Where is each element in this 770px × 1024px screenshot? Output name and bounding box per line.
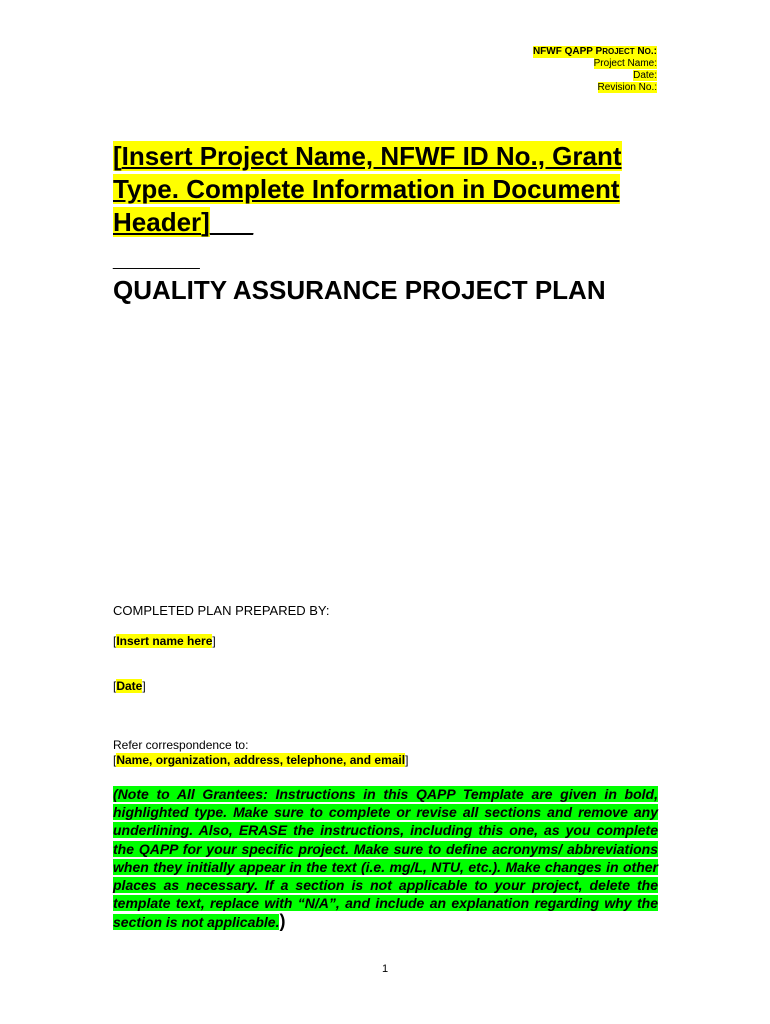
note-close-paren: ) [279,911,286,932]
grantee-instructions-note [113,785,658,932]
header-revision-number: Revision No.: [597,82,657,93]
title-placeholder: Insert Project Name, NFWF ID No., Grant Type. Complete Information in Document Header [113,141,622,237]
title-underscore-line: ______ [113,242,200,272]
page-number: 1 [381,963,389,975]
header-date: Date: [633,70,657,81]
note-text: (Note to All Grantees: Instructions in this QAPP Template are given in bold, highlighted type. Make sure to complete or revise all sections and remove any underlining. Also, ERASE the instructions, including this one, as you complete the QAPP for your specific project. Make sure to define acronyms/ abbreviations when they initially appear in the text (i.e. mg/L, NTU, etc.). Make changes in other places as necessary. If a section is not applicable to your project, delete the template text, replace with “N/A”, and include an explanation regarding why the section is not applicable. [113,786,658,931]
correspondence-placeholder: [Name, organization, address, telephone, and email] [113,753,409,767]
title-close-bracket: ] [201,207,210,237]
title-open-bracket: [ [113,141,122,171]
correspondence-label: Refer correspondence to: [113,738,249,752]
document-title [113,140,658,239]
document-header [533,46,657,94]
title-underscores: ___ [209,207,254,237]
prepared-by-label: COMPLETED PLAN PREPARED BY: [113,603,330,618]
header-project-number: NFWF QAPP PROJECT NO.: [532,46,657,57]
date-placeholder: [Date] [113,679,146,693]
header-project-name: Project Name: [593,58,657,69]
preparer-name-placeholder: [Insert name here] [113,634,216,648]
plan-heading: QUALITY ASSURANCE PROJECT PLAN [113,275,606,305]
